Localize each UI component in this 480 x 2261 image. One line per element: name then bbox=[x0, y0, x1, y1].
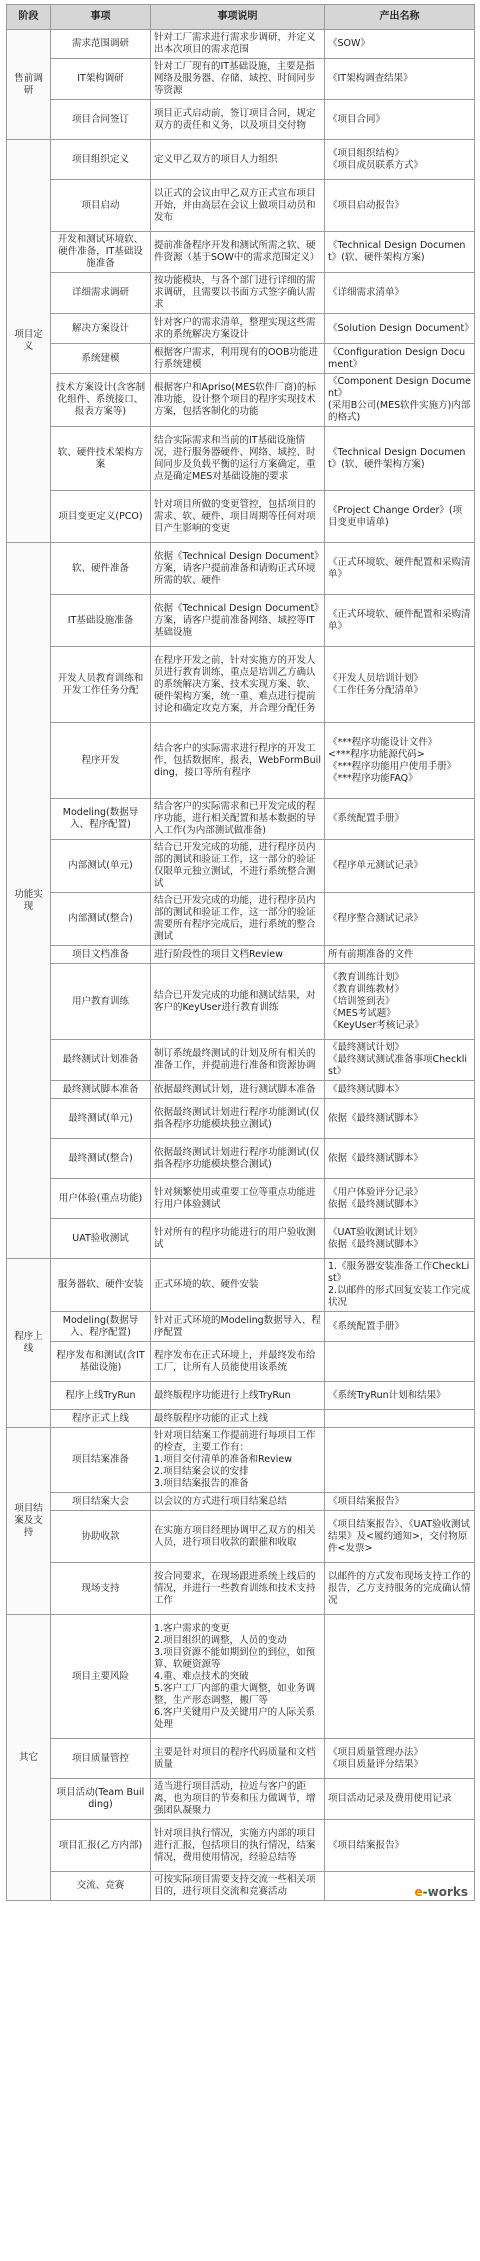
table-row bbox=[7, 427, 475, 491]
table-row bbox=[7, 374, 475, 427]
header-stage: 阶段 bbox=[7, 5, 51, 30]
table-row bbox=[7, 1081, 475, 1099]
item-cell: 最终测试(单元) bbox=[51, 1099, 151, 1139]
table-row bbox=[7, 1382, 475, 1410]
stage-cell: 售前调研 bbox=[7, 30, 51, 140]
output-cell: 《Configuration Design Document》 bbox=[325, 344, 475, 374]
table-row bbox=[7, 232, 475, 273]
output-cell: 《程序单元测试记录》 bbox=[325, 840, 475, 893]
output-cell: 《程序整合测试记录》 bbox=[325, 893, 475, 946]
output-cell: 《最终测试脚本》 bbox=[325, 1081, 475, 1099]
table-row bbox=[7, 1739, 475, 1779]
item-cell: 项目主要风险 bbox=[51, 1615, 151, 1739]
description-cell: 结合实际需求和当前的IT基础设施情况，进行服务器硬件、网络、域控、时间同步及负载平衡的运行方案确定，重点是确定MES对基础设施的要求 bbox=[151, 427, 325, 491]
description-cell: 制订系统最终测试的计划及所有相关的准备工作，并提前进行准备和资源协调 bbox=[151, 1040, 325, 1081]
output-cell: 《IT架构调查结果》 bbox=[325, 59, 475, 100]
output-cell: 《Component Design Document》 (采用B公司(MES软件实施方)内部的格式) bbox=[325, 374, 475, 427]
item-cell: 项目活动(Team Building) bbox=[51, 1779, 151, 1820]
description-cell: 以正式的会议由甲乙双方正式宣布项目开始，并由高层在会议上做项目动员和发布 bbox=[151, 180, 325, 232]
item-cell: 用户教育训练 bbox=[51, 964, 151, 1040]
table-row bbox=[7, 344, 475, 374]
table-row bbox=[7, 1820, 475, 1872]
table-row bbox=[7, 946, 475, 964]
table-row bbox=[7, 1872, 475, 1901]
output-cell: 《项目合同》 bbox=[325, 100, 475, 140]
table-row bbox=[7, 1312, 475, 1342]
table-row bbox=[7, 1615, 475, 1739]
table-row bbox=[7, 964, 475, 1040]
item-cell: 软、硬件技术架构方案 bbox=[51, 427, 151, 491]
item-cell: 内部测试(整合) bbox=[51, 893, 151, 946]
table-row bbox=[7, 1259, 475, 1312]
output-cell: 《正式环境软、硬件配置和采购清单》 bbox=[325, 595, 475, 647]
item-cell: 服务器软、硬件安装 bbox=[51, 1259, 151, 1312]
table-row bbox=[7, 30, 475, 59]
item-cell: 程序开发 bbox=[51, 723, 151, 799]
item-cell: 协助收款 bbox=[51, 1511, 151, 1563]
description-cell: 程序发布在正式环境上，并最终发布给工厂，让所有人员能使用该系统 bbox=[151, 1342, 325, 1382]
output-cell: 《项目组织结构》 《项目成员联系方式》 bbox=[325, 140, 475, 180]
table-row bbox=[7, 893, 475, 946]
output-cell: 《开发人员培训计划》 《工作任务分配清单》 bbox=[325, 647, 475, 723]
output-cell: 《项目结案报告》 bbox=[325, 1493, 475, 1511]
stage-cell: 项目结案及支持 bbox=[7, 1428, 51, 1615]
item-cell: 最终测试脚本准备 bbox=[51, 1081, 151, 1099]
description-cell: 针对频繁使用或重要工位等重点功能进行用户体验测试 bbox=[151, 1179, 325, 1219]
table-row bbox=[7, 1493, 475, 1511]
item-cell: 内部测试(单元) bbox=[51, 840, 151, 893]
project-plan-table bbox=[6, 4, 475, 1901]
item-cell: 解决方案设计 bbox=[51, 314, 151, 344]
item-cell: 技术方案设计(含客制化组件、系统接口、报表方案等) bbox=[51, 374, 151, 427]
table-body bbox=[7, 30, 475, 1901]
description-cell: 结合已开发完成的功能，进行程序员内部的测试和验证工作，这一部分的验证仅限单元独立测试，不进行系统整合测试 bbox=[151, 840, 325, 893]
table-row bbox=[7, 1511, 475, 1563]
description-cell: 主要是针对项目的程序代码质量和文档质量 bbox=[151, 1739, 325, 1779]
header-item: 事项 bbox=[51, 5, 151, 30]
output-cell: 《***程序功能设计文件》 <***程序功能源代码> 《***程序功能用户使用手册》 《***程序功能FAQ》 bbox=[325, 723, 475, 799]
output-cell: 《用户体验评分记录》 依据《最终测试脚本》 bbox=[325, 1179, 475, 1219]
item-cell: 程序发布和测试(含IT基础设施) bbox=[51, 1342, 151, 1382]
table-row bbox=[7, 1410, 475, 1428]
description-cell: 结合客户的实际需求进行程序的开发工作，包括数据库，报表，WebFormBuilding，接口等所有程序 bbox=[151, 723, 325, 799]
description-cell: 按功能模块，与各个部门进行详细的需求调研，且需要以书面方式签字确认需求 bbox=[151, 273, 325, 314]
description-cell: 依据最终测试计划进行程序功能测试(仅指各程序功能模块独立测试) bbox=[151, 1099, 325, 1139]
item-cell: 需求范围调研 bbox=[51, 30, 151, 59]
description-cell: 依据最终测试计划进行程序功能测试(仅指各程序功能模块整合测试) bbox=[151, 1139, 325, 1179]
description-cell: 结合客户的实际需求和已开发完成的程序功能，进行相关配置和基本数据的导入工作(为内部测试做准备) bbox=[151, 799, 325, 840]
table-row bbox=[7, 491, 475, 543]
output-cell: 《正式环境软、硬件配置和采购清单》 bbox=[325, 543, 475, 595]
item-cell: 用户体验(重点功能) bbox=[51, 1179, 151, 1219]
output-cell: 所有前期准备的文件 bbox=[325, 946, 475, 964]
item-cell: 项目变更定义(PCO) bbox=[51, 491, 151, 543]
table-row bbox=[7, 314, 475, 344]
description-cell: 结合已开发完成的功能和测试结果，对客户的KeyUser进行教育训练 bbox=[151, 964, 325, 1040]
output-cell: 《系统配置手册》 bbox=[325, 799, 475, 840]
item-cell: 项目结案大会 bbox=[51, 1493, 151, 1511]
output-cell: 《Technical Design Document》(软、硬件架构方案) bbox=[325, 232, 475, 273]
item-cell: UAT验收测试 bbox=[51, 1219, 151, 1259]
stage-cell: 功能实现 bbox=[7, 543, 51, 1259]
item-cell: Modeling(数据导入、程序配置) bbox=[51, 1312, 151, 1342]
description-cell: 针对项目所做的变更管控，包括项目的需求、软、硬件、项目周期等任何对项目产生影响的变更 bbox=[151, 491, 325, 543]
description-cell: 针对正式环境的Modeling数据导入、程序配置 bbox=[151, 1312, 325, 1342]
description-cell: 针对项目执行情况，实施方内部的项目进行汇报，包括项目的执行情况，结案情况，费用使用情况，经验总结等 bbox=[151, 1820, 325, 1872]
table-row bbox=[7, 1040, 475, 1081]
description-cell: 针对所有的程序功能进行的用户验收测试 bbox=[151, 1219, 325, 1259]
description-cell: 正式环境的软、硬件安装 bbox=[151, 1259, 325, 1312]
output-cell bbox=[325, 1428, 475, 1493]
stage-cell: 项目定义 bbox=[7, 140, 51, 543]
table-row bbox=[7, 1779, 475, 1820]
item-cell: 项目质量管控 bbox=[51, 1739, 151, 1779]
item-cell: 项目启动 bbox=[51, 180, 151, 232]
table-row bbox=[7, 840, 475, 893]
item-cell: 系统建模 bbox=[51, 344, 151, 374]
description-cell: 在实施方项目经理协调甲乙双方的相关人员，进行项目收款的跟催和收取 bbox=[151, 1511, 325, 1563]
table-row bbox=[7, 1428, 475, 1493]
item-cell: 项目汇报(乙方内部) bbox=[51, 1820, 151, 1872]
table-row bbox=[7, 100, 475, 140]
item-cell: 项目合同签订 bbox=[51, 100, 151, 140]
description-cell: 在程序开发之前，针对实施方的开发人员进行教育训练，重点是培训乙方确认的系统解决方案、技术实现方案、软、硬件架构方案，统一重、难点进行提前讨论和确定攻克方案，并合理分配任务 bbox=[151, 647, 325, 723]
item-cell: 最终测试(整合) bbox=[51, 1139, 151, 1179]
description-cell: 针对客户的需求清单，整理实现这些需求的系统解决方案设计 bbox=[151, 314, 325, 344]
output-cell: 《UAT验收测试计划》 依据《最终测试脚本》 bbox=[325, 1219, 475, 1259]
description-cell: 结合已开发完成的功能，进行程序员内部的测试和验证工作，这一部分的验证需要所有程序完成后，进行系统的整合测试 bbox=[151, 893, 325, 946]
output-cell: 以邮件的方式发布现场支持工作的报告，乙方支持服务的完成确认情况 bbox=[325, 1563, 475, 1615]
output-cell: 《SOW》 bbox=[325, 30, 475, 59]
item-cell: 开发和测试环境软、硬件准备，IT基础设施准备 bbox=[51, 232, 151, 273]
table-row bbox=[7, 595, 475, 647]
table-row bbox=[7, 1179, 475, 1219]
description-cell: 项目正式启动前，签订项目合同，规定双方的责任和义务，以及项目交付物 bbox=[151, 100, 325, 140]
item-cell: 程序上线TryRun bbox=[51, 1382, 151, 1410]
description-cell: 最终版程序功能进行上线TryRun bbox=[151, 1382, 325, 1410]
description-cell: 针对工厂需求进行需求步调研，并定义出本次项目的需求范围 bbox=[151, 30, 325, 59]
output-cell: 《详细需求清单》 bbox=[325, 273, 475, 314]
item-cell: IT基础设施准备 bbox=[51, 595, 151, 647]
output-cell: 《项目结案报告》 bbox=[325, 1820, 475, 1872]
table-row bbox=[7, 59, 475, 100]
description-cell: 可按实际项目需要支持交流一些相关项目的，进行项目交流和竞赛活动 bbox=[151, 1872, 325, 1901]
output-cell bbox=[325, 1342, 475, 1382]
item-cell: 项目组织定义 bbox=[51, 140, 151, 180]
output-cell: 《最终测试计划》 《最终测试测试准备事项Checklist》 bbox=[325, 1040, 475, 1081]
output-cell: 项目活动记录及费用使用记录 bbox=[325, 1779, 475, 1820]
table-row bbox=[7, 140, 475, 180]
description-cell: 最终版程序功能的正式上线 bbox=[151, 1410, 325, 1428]
output-cell: 《项目启动报告》 bbox=[325, 180, 475, 232]
table-header-row bbox=[7, 5, 475, 30]
output-cell: 《Project Change Order》(项目变更申请单) bbox=[325, 491, 475, 543]
stage-cell: 程序上线 bbox=[7, 1259, 51, 1428]
description-cell: 依据《Technical Design Document》方案，请客户提前准备和请购正式环境所需的软、硬件 bbox=[151, 543, 325, 595]
description-cell: 以会议的方式进行项目结案总结 bbox=[151, 1493, 325, 1511]
output-cell bbox=[325, 1410, 475, 1428]
output-cell: 依据《最终测试脚本》 bbox=[325, 1099, 475, 1139]
table-row bbox=[7, 180, 475, 232]
document-page bbox=[6, 4, 474, 1901]
header-description: 事项说明 bbox=[151, 5, 325, 30]
description-cell: 针对项目结案工作提前进行每项目工作的检查，主要工作有： 1.项目交付清单的准备和Review 2.项目结案会议的安排 3.项目结案报告的准备 bbox=[151, 1428, 325, 1493]
description-cell: 1.客户需求的变更 2.项目组织的调整，人员的变动 3.项目资源不能如期到位的到位，如预算、软硬资源等 4.重、难点技术的突破 5.客户工厂内部的重大调整，如业务调整，生产形态调整，搬厂等 6.客户关键用户及关键用户的人际关系处理 bbox=[151, 1615, 325, 1739]
item-cell: IT架构调研 bbox=[51, 59, 151, 100]
description-cell: 适当进行项目活动，拉近与客户的距离，也为项目的节奏和压力做调节，增强团队凝聚力 bbox=[151, 1779, 325, 1820]
description-cell: 进行阶段性的项目文档Review bbox=[151, 946, 325, 964]
table-row bbox=[7, 1139, 475, 1179]
output-cell: 《项目质量管理办法》 《项目质量评分结果》 bbox=[325, 1739, 475, 1779]
output-cell: 《教育训练计划》 《教育训练教材》 《培训签到表》 《MES考试题》 《KeyUser考核记录》 bbox=[325, 964, 475, 1040]
stage-cell: 其它 bbox=[7, 1615, 51, 1901]
item-cell: 软、硬件准备 bbox=[51, 543, 151, 595]
item-cell: 程序正式上线 bbox=[51, 1410, 151, 1428]
output-cell: 《项目结案报告》、《UAT验收测试结果》及<履约通知>，交付物原件<发票> bbox=[325, 1511, 475, 1563]
description-cell: 按合同要求，在现场跟进系统上线后的情况，并进行一些教育训练和技术支持工作 bbox=[151, 1563, 325, 1615]
table-row bbox=[7, 1563, 475, 1615]
item-cell: 现场支持 bbox=[51, 1563, 151, 1615]
table-row bbox=[7, 1099, 475, 1139]
table-row bbox=[7, 1342, 475, 1382]
header-output: 产出名称 bbox=[325, 5, 475, 30]
output-cell bbox=[325, 1615, 475, 1739]
e-works-watermark: e-works bbox=[411, 1885, 473, 1899]
table-row bbox=[7, 799, 475, 840]
description-cell: 依据《Technical Design Document》方案，请客户提前准备网络、域控等IT基础设施 bbox=[151, 595, 325, 647]
item-cell: 开发人员教育训练和开发工作任务分配 bbox=[51, 647, 151, 723]
item-cell: 交流、竞赛 bbox=[51, 1872, 151, 1901]
item-cell: 项目文档准备 bbox=[51, 946, 151, 964]
output-cell: 《系统配置手册》 bbox=[325, 1312, 475, 1342]
description-cell: 依据最终测试计划，进行测试脚本准备 bbox=[151, 1081, 325, 1099]
table-row bbox=[7, 723, 475, 799]
output-cell: 《系统TryRun计划和结果》 bbox=[325, 1382, 475, 1410]
item-cell: 最终测试计划准备 bbox=[51, 1040, 151, 1081]
description-cell: 根据客户和Apriso(MES软件厂商)的标准功能，设计整个项目的程序实现技术方案，包括客制化的功能 bbox=[151, 374, 325, 427]
table-row bbox=[7, 543, 475, 595]
output-cell: 《Technical Design Document》(软、硬件架构方案) bbox=[325, 427, 475, 491]
description-cell: 定义甲乙双方的项目人力组织 bbox=[151, 140, 325, 180]
description-cell: 针对工厂现有的IT基础设施，主要是指网络及服务器、存储、域控、时间同步等资源 bbox=[151, 59, 325, 100]
description-cell: 提前准备程序开发和测试所需之软、硬件资源（基于SOW中的需求范围定义） bbox=[151, 232, 325, 273]
output-cell: 1.《服务器安装准备工作CheckList》 2.以邮件的形式回复安装工作完成状况 bbox=[325, 1259, 475, 1312]
output-cell: 依据《最终测试脚本》 bbox=[325, 1139, 475, 1179]
table-row bbox=[7, 273, 475, 314]
output-cell: 《Solution Design Document》 bbox=[325, 314, 475, 344]
table-row bbox=[7, 647, 475, 723]
description-cell: 根据客户需求，利用现有的OOB功能进行系统建模 bbox=[151, 344, 325, 374]
table-row bbox=[7, 1219, 475, 1259]
item-cell: 详细需求调研 bbox=[51, 273, 151, 314]
item-cell: 项目结案准备 bbox=[51, 1428, 151, 1493]
item-cell: Modeling(数据导入、程序配置) bbox=[51, 799, 151, 840]
